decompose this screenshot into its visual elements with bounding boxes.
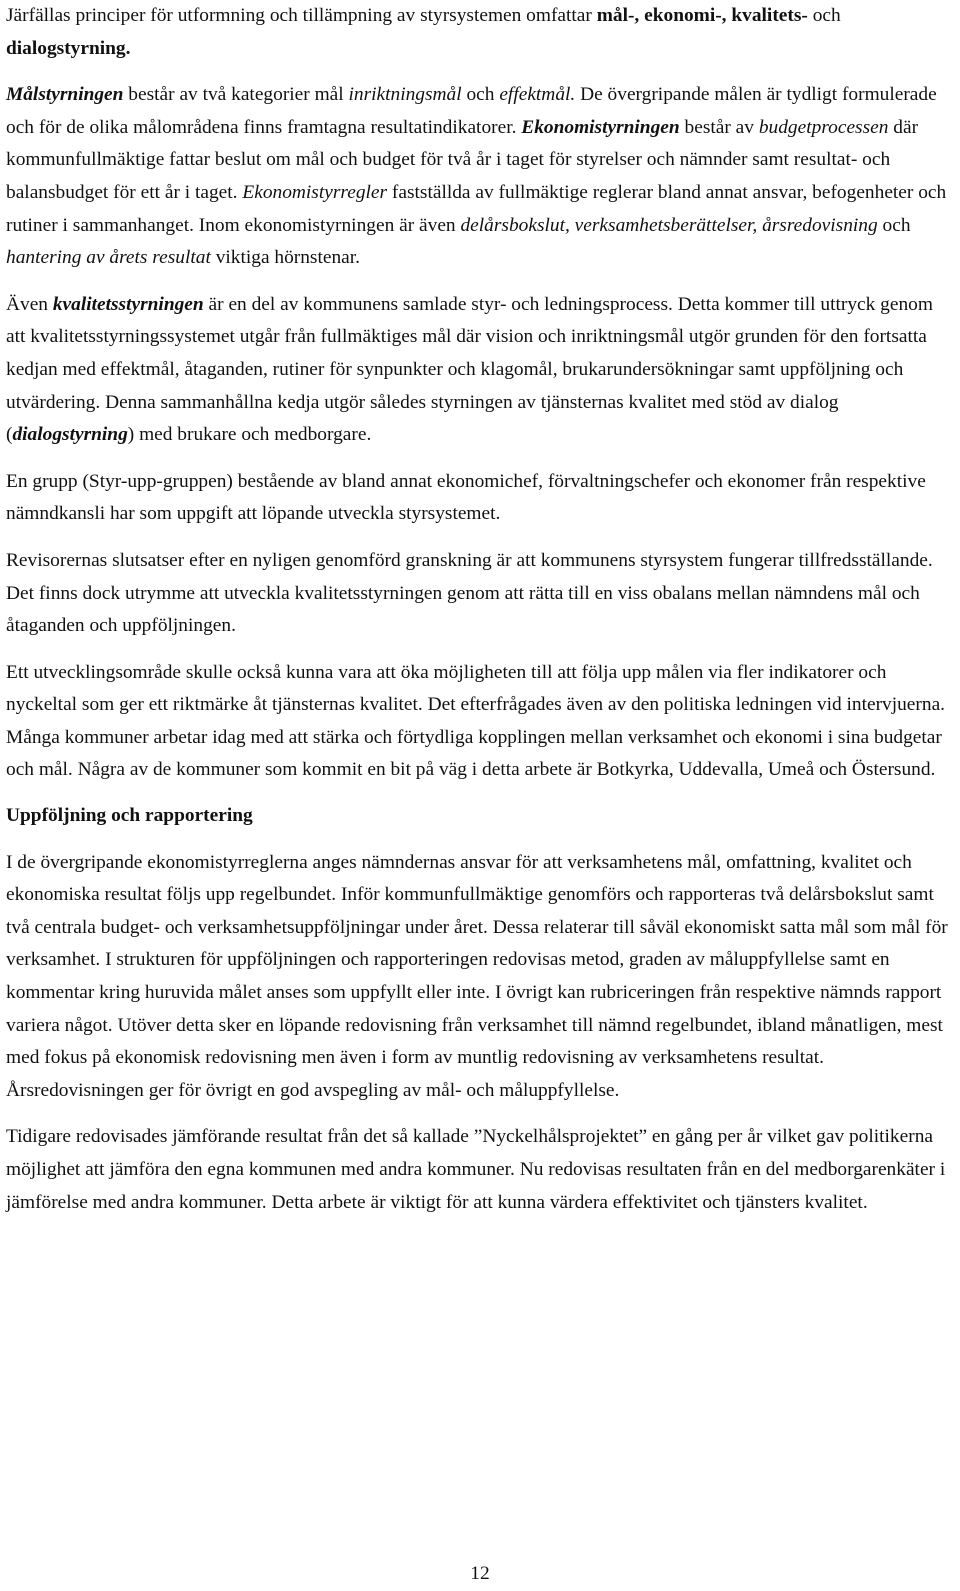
italic-term: inriktningsmål: [348, 84, 462, 106]
text-run: Även: [6, 293, 53, 315]
page-number: 12: [470, 1563, 490, 1584]
paragraph-quality-steering: [6, 289, 952, 452]
italic-term: delårsbokslut, verksamhetsberättelser, årsredovisning: [460, 214, 878, 236]
text-run: ) med brukare och medborgare.: [127, 424, 372, 446]
text-run: är en del av kommunens samlade styr- och ledningsprocess. Detta kommer till uttryck genom att kvalitetsstyrningssystemet utgår från fullmäktiges mål där vision och inriktningsmål utgör grunden för den fortsatta kedjan med effektmål, åtaganden, rutiner för synpunkter och klagomål, brukarundersökningar samt uppföljning och utvärdering. Denna sammanhållna kedja utgör således styrningen av tjänsternas kvalitet med stöd av dialog (: [6, 293, 933, 446]
text-run: och: [807, 5, 841, 26]
italic-term: Ekonomistyrregler: [242, 181, 388, 203]
bolditalic-term: kvalitetsstyrningen: [52, 293, 204, 315]
text-run: och: [461, 84, 500, 106]
text-run: viktiga hörnstenar.: [210, 247, 361, 269]
bolditalic-term: Ekonomistyrningen: [521, 116, 680, 138]
text-run: och: [877, 214, 911, 236]
text-run: De övergripande målen är tydligt formulerade och för de olika målområdena finns framtagna resultatindikatorer.: [6, 84, 937, 138]
italic-term: hantering av årets resultat: [6, 247, 211, 269]
paragraph-development-area: Ett utvecklingsområde skulle också kunna vara att öka möjligheten till att följa upp målen via fler indikatorer och nyckeltal som ger ett riktmärke åt tjänsternas kvalitet. Det efterfrågades även av den politiska ledningen vid intervjuerna. Många kommuner arbetar idag med att stärka och förtydliga kopplingen mellan verksamhet och ekonomi i sina budgetar och mål. Några av de kommuner som kommit en bit på väg i detta arbete är Botkyrka, Uddevalla, Umeå och Östersund.: [6, 661, 946, 781]
paragraph-follow-up: I de övergripande ekonomistyrreglerna anges nämndernas ansvar för att verksamhetens mål, omfattning, kvalitet och ekonomiska resultat följs upp regelbundet. Inför kommunfullmäktige genomförs och rapporteras två delårsbokslut samt två centrala budget- och verksamhetsuppföljningar under året. Dessa relaterar till såväl ekonomiskt satta mål som mål för verksamhet. I strukturen för uppföljningen och rapporteringen redovisas metod, graden av måluppfyllelse samt en kommentar kring huruvida målet anses som uppfyllt eller inte. I övrigt kan rubriceringen från respektive nämnds rapport variera något. Utöver detta sker en löpande redovisning från verksamhet till nämnd regelbundet, ibland månatligen, mest med fokus på ekonomisk redovisning men även i form av muntlig redovisning av verksamhetens resultat. Årsredovisningen ger för övrigt en god avspegling av mål- och måluppfyllelse.: [6, 851, 948, 1101]
bolditalic-term: Målstyrningen: [6, 84, 124, 106]
text-run: Järfällas principer för utformning och tillämpning av styrsystemen omfattar: [6, 5, 597, 26]
italic-term: effektmål.: [499, 84, 576, 106]
text-run: där kommunfullmäktige fattar beslut om mål och budget för två år i taget för styrelser och nämnder samt resultat- och balansbudget för ett år i taget.: [6, 116, 919, 203]
text-run: består av: [679, 116, 759, 138]
bold-term: dialogstyrning.: [6, 37, 131, 59]
text-run: fastställda av fullmäktige reglerar bland annat ansvar, befogenheter och rutiner i sammanhanget. Inom ekonomistyrningen är även: [6, 181, 947, 236]
text-run: består av två kategorier mål: [123, 84, 349, 106]
paragraph-comparisons: Tidigare redovisades jämförande resultat från det så kallade ”Nyckelhålsprojektet” en gång per år vilket gav politikerna möjlighet att jämföra den egna kommunen med andra kommuner. Nu redovisas resultaten från en del medborgarenkäter i jämförelse med andra kommuner. Detta arbete är viktigt för att kunna värdera effektivitet och tjänsters kvalitet.: [6, 1126, 946, 1213]
bold-term: mål-, ekonomi-, kvalitets-: [596, 5, 808, 26]
bolditalic-term: dialogstyrning: [12, 424, 128, 446]
section-heading: Uppföljning och rapportering: [6, 805, 253, 827]
paragraph-auditors: Revisorernas slutsatser efter en nyligen genomförd granskning är att kommunens styrsystem fungerar tillfredsställande. Det finns dock utrymme att utveckla kvalitetsstyrningen genom att rätta till en viss obalans mellan nämndens mål och åtaganden och uppföljningen.: [6, 549, 933, 637]
paragraph-principles: [6, 0, 952, 65]
italic-term: budgetprocessen: [758, 116, 889, 138]
document-page: [6, 0, 952, 1219]
paragraph-goal-steering: [6, 79, 952, 275]
paragraph-steering-group: En grupp (Styr-upp-gruppen) bestående av bland annat ekonomichef, förvaltningschefer och ekonomer från respektive nämndkansli har som uppgift att löpande utveckla styrsystemet.: [6, 470, 926, 525]
